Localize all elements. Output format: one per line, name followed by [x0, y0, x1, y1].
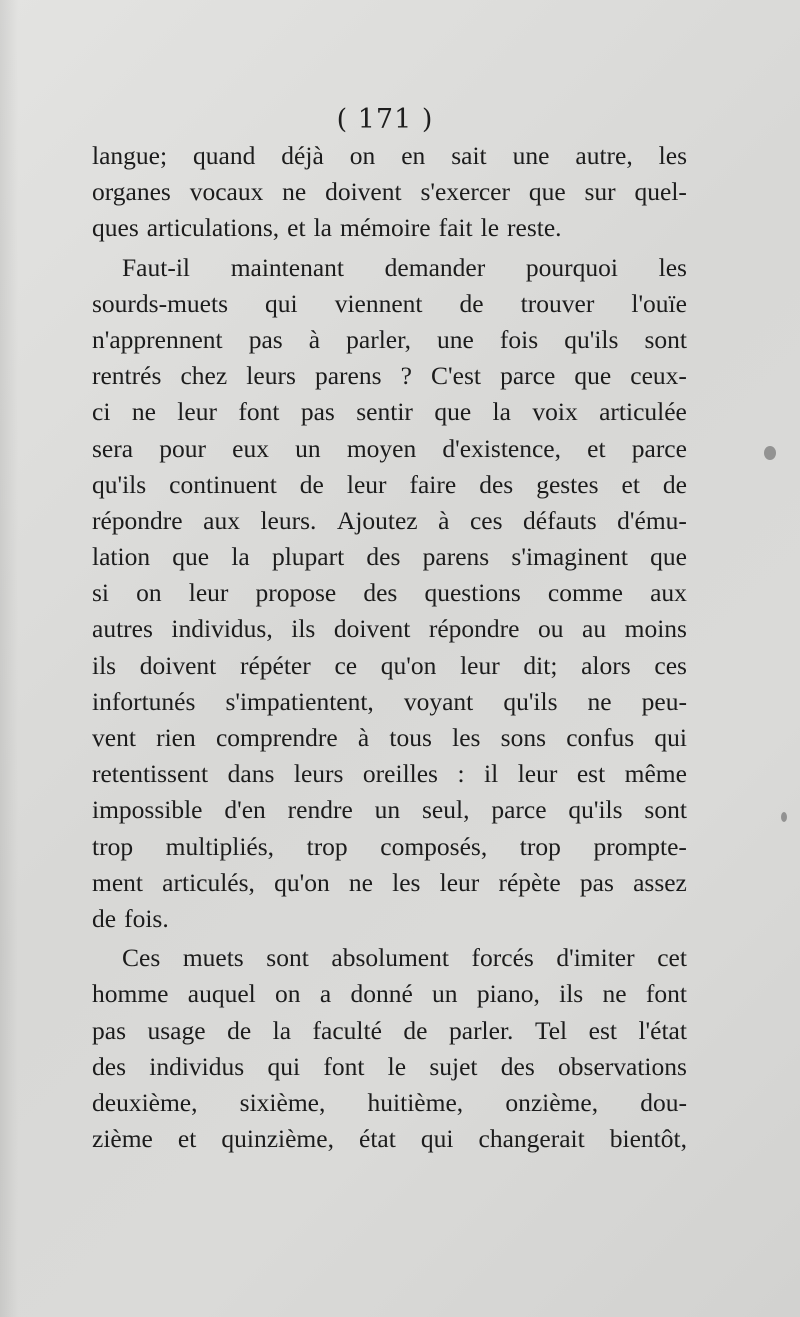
text-line: n'apprennent pas à parler, une fois qu'ils sont: [92, 324, 687, 354]
text-line: sourds-muets qui viennent de trouver l'ouïe: [92, 288, 687, 318]
paragraph: [92, 940, 687, 1157]
text-line: de fois.: [92, 903, 169, 933]
text-line: ci ne leur font pas sentir que la voix articulée: [92, 397, 687, 427]
text-line: deuxième, sixième, huitième, onzième, dou-: [92, 1087, 687, 1117]
body-text: [92, 138, 687, 1157]
text-line: lation que la plupart des parens s'imaginent que: [92, 542, 687, 572]
text-line: pas usage de la faculté de parler. Tel est l'état: [92, 1015, 687, 1045]
text-line: si on leur propose des questions comme aux: [92, 578, 687, 608]
ink-speck: [781, 812, 787, 822]
text-line: organes vocaux ne doivent s'exercer que sur quel-: [92, 177, 687, 207]
text-line: homme auquel on a donné un piano, ils ne font: [92, 979, 687, 1009]
text-line: langue; quand déjà on en sait une autre, les: [92, 141, 687, 170]
text-line: autres individus, ils doivent répondre ou au moins: [92, 614, 687, 644]
text-line: Faut-il maintenant demander pourquoi les: [122, 252, 687, 282]
text-line: retentissent dans leurs oreilles : il leur est même: [92, 759, 687, 789]
text-line: sera pour eux un moyen d'existence, et parce: [92, 433, 687, 463]
text-line: répondre aux leurs. Ajoutez à ces défauts d'ému-: [92, 505, 687, 535]
text-line: trop multipliés, trop composés, trop prompte-: [92, 831, 687, 861]
paragraph: [92, 138, 687, 247]
text-line: ques articulations, et la mémoire fait le reste.: [92, 213, 562, 243]
text-line: Ces muets sont absolument forcés d'imiter cet: [122, 943, 687, 973]
text-line: des individus qui font le sujet des observations: [92, 1051, 687, 1081]
ink-speck: [764, 446, 776, 460]
text-line: vent rien comprendre à tous les sons confus qui: [92, 723, 687, 752]
text-line: zième et quinzième, état qui changerait bientôt,: [92, 1124, 687, 1154]
text-line: impossible d'en rendre un seul, parce qu'ils sont: [92, 795, 687, 825]
text-line: rentrés chez leurs parens ? C'est parce que ceux-: [92, 361, 687, 391]
text-line: ment articulés, qu'on ne les leur répète pas assez: [92, 867, 687, 897]
text-line: infortunés s'impatientent, voyant qu'ils ne peu-: [92, 686, 687, 716]
paragraph: [92, 250, 687, 938]
text-line: ils doivent répéter ce qu'on leur dit; alors ces: [92, 650, 687, 680]
text-line: qu'ils continuent de leur faire des gestes et de: [92, 469, 687, 499]
page-number: ( 171 ): [336, 104, 434, 135]
